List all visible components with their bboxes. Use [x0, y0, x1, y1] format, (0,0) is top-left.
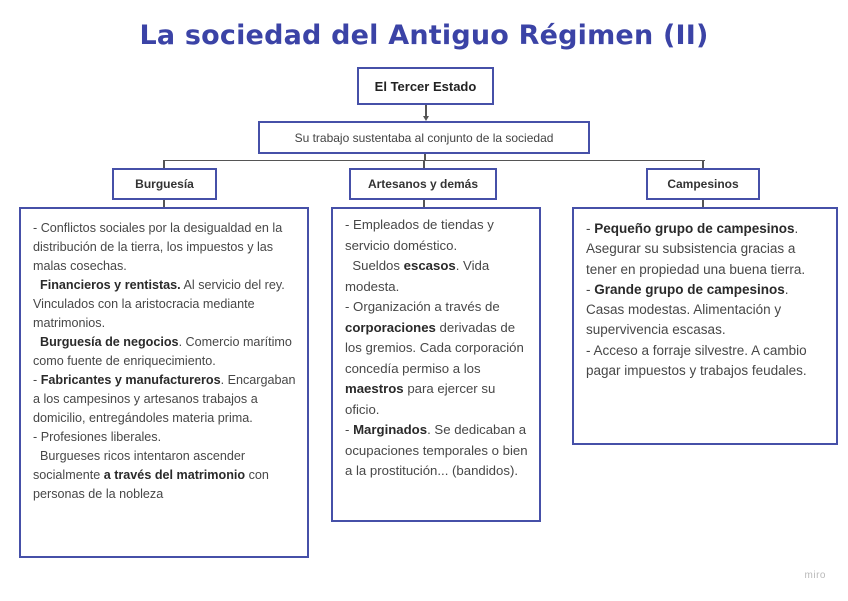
description-node-label: Su trabajo sustentaba al conjunto de la sociedad — [294, 130, 554, 145]
connector-campesinos-content — [702, 200, 704, 207]
content-line: - Fabricantes y manufactureros. Encargaban a los campesinos y artesanos trabajos a domicilio, entregándoles materia prima. — [33, 373, 299, 425]
connector-to-campesinos — [702, 160, 704, 168]
root-node — [357, 67, 494, 105]
description-node — [258, 121, 590, 154]
content-line: - Acceso a forraje silvestre. A cambio pagar impuestos y trabajos feudales. — [586, 342, 811, 379]
header-burguesia — [112, 168, 217, 200]
root-node-label: El Tercer Estado — [374, 78, 477, 94]
header-artesanos — [349, 168, 497, 200]
content-line: Burgueses ricos intentaron ascender socialmente a través del matrimonio con personas de la nobleza — [33, 449, 273, 501]
connector-to-artesanos — [423, 160, 425, 168]
page-title: La sociedad del Antiguo Régimen (II) — [139, 20, 709, 51]
header-burguesia-label: Burguesía — [135, 177, 194, 191]
content-burguesia — [19, 207, 309, 558]
content-line: - Profesiones liberales. — [33, 430, 162, 444]
header-artesanos-label: Artesanos y demás — [367, 177, 479, 191]
content-line: - Organización a través de corporaciones derivadas de los gremios. Cada corporación concedía permiso a los maestros para ejercer su oficio. — [345, 299, 528, 417]
content-campesinos — [572, 207, 838, 445]
connector-burguesia-content — [163, 200, 165, 207]
content-artesanos — [331, 207, 541, 522]
content-line: Burguesía de negocios. Comercio marítimo como fuente de enriquecimiento. — [33, 335, 296, 368]
connector-artesanos-content — [423, 200, 425, 207]
content-line: - Pequeño grupo de campesinos. Asegurar su subsistencia gracias a tener en propiedad una buena tierra. — [586, 221, 806, 277]
connector-to-burguesia — [163, 160, 165, 168]
content-line: - Conflictos sociales por la desigualdad en la distribución de la tierra, los impuestos y las malas cosechas. — [33, 221, 286, 273]
miro-logo: miro — [804, 570, 826, 581]
connector-horizontal-bus — [163, 160, 705, 161]
content-line: Financieros y rentistas. Al servicio del rey. Vinculados con la aristocracia mediante matrimonios. — [33, 278, 289, 330]
content-line: - Grande grupo de campesinos. Casas modestas. Alimentación y supervivencia escasas. — [586, 281, 793, 338]
content-line: Sueldos escasos. Vida modesta. — [345, 258, 493, 294]
header-campesinos-label: Campesinos — [667, 177, 739, 191]
content-line: - Empleados de tiendas y servicio doméstico. — [345, 217, 498, 253]
header-campesinos — [646, 168, 760, 200]
content-line: - Marginados. Se dedicaban a ocupaciones temporales o bien a la prostitución... (bandidos). — [345, 422, 532, 478]
